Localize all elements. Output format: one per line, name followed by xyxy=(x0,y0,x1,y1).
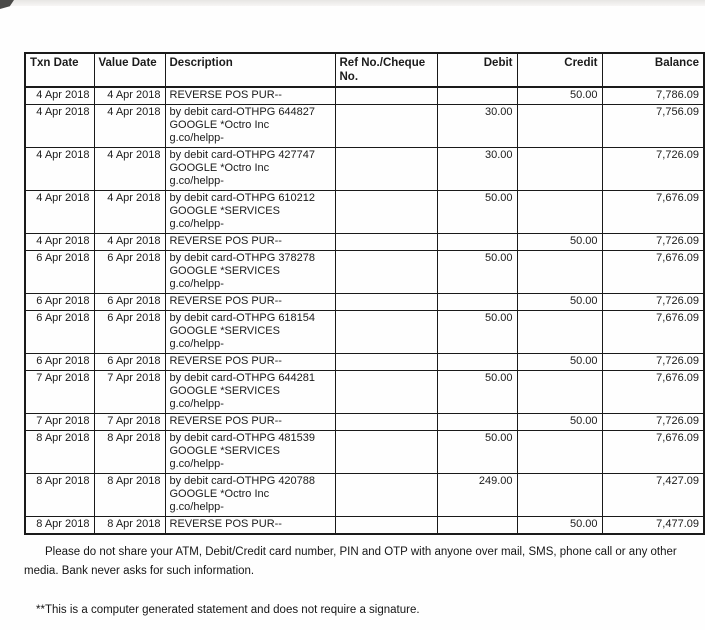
description-cell xyxy=(165,371,335,414)
table-row xyxy=(25,191,704,234)
value-date-cell: 7 Apr 2018 xyxy=(94,371,165,414)
description-line: g.co/helpp- xyxy=(169,501,224,513)
table-row xyxy=(25,474,704,517)
txn-date-cell: 4 Apr 2018 xyxy=(25,191,94,234)
description-line: REVERSE POS PUR-- xyxy=(169,355,282,367)
credit-cell: 50.00 xyxy=(517,234,602,251)
value-date-cell: 6 Apr 2018 xyxy=(94,354,165,371)
description-line: GOOGLE *SERVICES xyxy=(169,265,280,277)
description-cell xyxy=(165,148,335,191)
debit-cell: 249.00 xyxy=(437,474,517,517)
balance-cell: 7,477.09 xyxy=(602,517,704,535)
description-cell xyxy=(165,87,335,105)
table-row xyxy=(25,148,704,191)
value-date-cell: 8 Apr 2018 xyxy=(94,517,165,535)
ref-no-cell xyxy=(335,371,437,414)
description-cell xyxy=(165,517,335,535)
description-line: REVERSE POS PUR-- xyxy=(169,89,282,101)
txn-date-cell: 6 Apr 2018 xyxy=(25,354,94,371)
balance-cell: 7,676.09 xyxy=(602,251,704,294)
credit-cell: 50.00 xyxy=(517,517,602,535)
debit-cell xyxy=(437,517,517,535)
debit-cell: 30.00 xyxy=(437,148,517,191)
debit-cell: 50.00 xyxy=(437,251,517,294)
credit-cell: 50.00 xyxy=(517,414,602,431)
debit-cell xyxy=(437,414,517,431)
description-cell xyxy=(165,414,335,431)
table-row xyxy=(25,87,704,105)
debit-cell: 50.00 xyxy=(437,431,517,474)
value-date-cell: 6 Apr 2018 xyxy=(94,294,165,311)
description-line: g.co/helpp- xyxy=(169,278,224,290)
table-row xyxy=(25,517,704,535)
ref-no-cell xyxy=(335,191,437,234)
column-header-debit: Debit xyxy=(437,53,517,87)
description-cell xyxy=(165,311,335,354)
description-line: g.co/helpp- xyxy=(169,338,224,350)
txn-date-cell: 4 Apr 2018 xyxy=(25,87,94,105)
balance-cell: 7,726.09 xyxy=(602,294,704,311)
ref-no-cell xyxy=(335,517,437,535)
txn-date-cell: 7 Apr 2018 xyxy=(25,371,94,414)
table-row xyxy=(25,431,704,474)
description-cell xyxy=(165,234,335,251)
balance-cell: 7,726.09 xyxy=(602,354,704,371)
credit-cell: 50.00 xyxy=(517,87,602,105)
table-header-row xyxy=(25,53,704,87)
description-line: GOOGLE *SERVICES xyxy=(169,385,280,397)
value-date-cell: 4 Apr 2018 xyxy=(94,191,165,234)
value-date-cell: 8 Apr 2018 xyxy=(94,431,165,474)
table-row xyxy=(25,414,704,431)
debit-cell: 50.00 xyxy=(437,191,517,234)
ref-no-cell xyxy=(335,431,437,474)
txn-date-cell: 8 Apr 2018 xyxy=(25,474,94,517)
ref-no-cell xyxy=(335,234,437,251)
value-date-cell: 4 Apr 2018 xyxy=(94,148,165,191)
txn-date-cell: 6 Apr 2018 xyxy=(25,251,94,294)
column-header-value-date: Value Date xyxy=(94,53,165,87)
credit-cell xyxy=(517,105,602,148)
description-cell xyxy=(165,191,335,234)
credit-cell xyxy=(517,251,602,294)
scan-top-edge-artifact xyxy=(0,0,705,6)
table-row xyxy=(25,294,704,311)
description-line: g.co/helpp- xyxy=(169,458,224,470)
description-line: by debit card-OTHPG 427747 xyxy=(169,149,316,161)
balance-cell: 7,786.09 xyxy=(602,87,704,105)
description-cell xyxy=(165,294,335,311)
credit-cell xyxy=(517,191,602,234)
column-header-ref-no: Ref No./Cheque No. xyxy=(335,53,437,87)
signature-note: **This is a computer generated statement and does not require a signature. xyxy=(36,604,420,616)
table-row xyxy=(25,311,704,354)
txn-date-cell: 7 Apr 2018 xyxy=(25,414,94,431)
statement-table-body xyxy=(25,87,704,534)
table-row xyxy=(25,105,704,148)
description-line: g.co/helpp- xyxy=(169,398,224,410)
credit-cell: 50.00 xyxy=(517,294,602,311)
table-row xyxy=(25,354,704,371)
description-line: by debit card-OTHPG 378278 xyxy=(169,252,316,264)
txn-date-cell: 8 Apr 2018 xyxy=(25,431,94,474)
balance-cell: 7,726.09 xyxy=(602,234,704,251)
column-header-txn-date: Txn Date xyxy=(25,53,94,87)
description-line: REVERSE POS PUR-- xyxy=(169,415,282,427)
description-cell xyxy=(165,354,335,371)
description-line: by debit card-OTHPG 644281 xyxy=(169,372,316,384)
credit-cell xyxy=(517,148,602,191)
description-line: GOOGLE *SERVICES xyxy=(169,325,280,337)
description-line: g.co/helpp- xyxy=(169,132,224,144)
balance-cell: 7,676.09 xyxy=(602,371,704,414)
txn-date-cell: 4 Apr 2018 xyxy=(25,148,94,191)
value-date-cell: 8 Apr 2018 xyxy=(94,474,165,517)
debit-cell xyxy=(437,354,517,371)
table-row xyxy=(25,371,704,414)
column-header-description: Description xyxy=(165,53,335,87)
ref-no-cell xyxy=(335,294,437,311)
description-line: GOOGLE *SERVICES xyxy=(169,205,280,217)
column-header-balance: Balance xyxy=(602,53,704,87)
value-date-cell: 6 Apr 2018 xyxy=(94,251,165,294)
credit-cell xyxy=(517,431,602,474)
balance-cell: 7,756.09 xyxy=(602,105,704,148)
description-line: by debit card-OTHPG 481539 xyxy=(169,432,316,444)
column-header-credit: Credit xyxy=(517,53,602,87)
txn-date-cell: 4 Apr 2018 xyxy=(25,105,94,148)
balance-cell: 7,676.09 xyxy=(602,191,704,234)
description-line: g.co/helpp- xyxy=(169,175,224,187)
table-row xyxy=(25,251,704,294)
description-line: by debit card-OTHPG 644827 xyxy=(169,106,316,118)
balance-cell: 7,676.09 xyxy=(602,311,704,354)
balance-cell: 7,676.09 xyxy=(602,431,704,474)
description-line: GOOGLE *Octro Inc xyxy=(169,119,270,131)
txn-date-cell: 6 Apr 2018 xyxy=(25,311,94,354)
balance-cell: 7,427.09 xyxy=(602,474,704,517)
debit-cell: 50.00 xyxy=(437,371,517,414)
ref-no-cell xyxy=(335,105,437,148)
ref-no-cell xyxy=(335,251,437,294)
description-cell xyxy=(165,431,335,474)
ref-no-cell xyxy=(335,148,437,191)
balance-cell: 7,726.09 xyxy=(602,148,704,191)
description-line: REVERSE POS PUR-- xyxy=(169,518,282,530)
description-line: GOOGLE *SERVICES xyxy=(169,445,280,457)
description-cell xyxy=(165,474,335,517)
description-line: by debit card-OTHPG 610212 xyxy=(169,192,316,204)
ref-no-cell xyxy=(335,354,437,371)
description-line: g.co/helpp- xyxy=(169,218,224,230)
txn-date-cell: 6 Apr 2018 xyxy=(25,294,94,311)
ref-no-cell xyxy=(335,311,437,354)
debit-cell xyxy=(437,87,517,105)
description-line: by debit card-OTHPG 618154 xyxy=(169,312,316,324)
transactions-table xyxy=(24,52,705,535)
value-date-cell: 4 Apr 2018 xyxy=(94,234,165,251)
balance-cell: 7,726.09 xyxy=(602,414,704,431)
description-cell xyxy=(165,251,335,294)
description-line: REVERSE POS PUR-- xyxy=(169,235,282,247)
description-line: GOOGLE *Octro Inc xyxy=(169,162,270,174)
debit-cell: 50.00 xyxy=(437,311,517,354)
ref-no-cell xyxy=(335,87,437,105)
value-date-cell: 7 Apr 2018 xyxy=(94,414,165,431)
credit-cell xyxy=(517,311,602,354)
value-date-cell: 6 Apr 2018 xyxy=(94,311,165,354)
description-cell xyxy=(165,105,335,148)
debit-cell xyxy=(437,234,517,251)
value-date-cell: 4 Apr 2018 xyxy=(94,105,165,148)
ref-no-cell xyxy=(335,474,437,517)
advisory-note: Please do not share your ATM, Debit/Credit card number, PIN and OTP with anyone over mail, SMS, phone call or any other media. Bank never asks for such information. xyxy=(24,546,677,577)
credit-cell xyxy=(517,371,602,414)
table-row xyxy=(25,234,704,251)
txn-date-cell: 4 Apr 2018 xyxy=(25,234,94,251)
ref-no-cell xyxy=(335,414,437,431)
debit-cell xyxy=(437,294,517,311)
value-date-cell: 4 Apr 2018 xyxy=(94,87,165,105)
txn-date-cell: 8 Apr 2018 xyxy=(25,517,94,535)
debit-cell: 30.00 xyxy=(437,105,517,148)
credit-cell xyxy=(517,474,602,517)
credit-cell: 50.00 xyxy=(517,354,602,371)
description-line: REVERSE POS PUR-- xyxy=(169,295,282,307)
description-line: by debit card-OTHPG 420788 xyxy=(169,475,316,487)
description-line: GOOGLE *Octro Inc xyxy=(169,488,270,500)
